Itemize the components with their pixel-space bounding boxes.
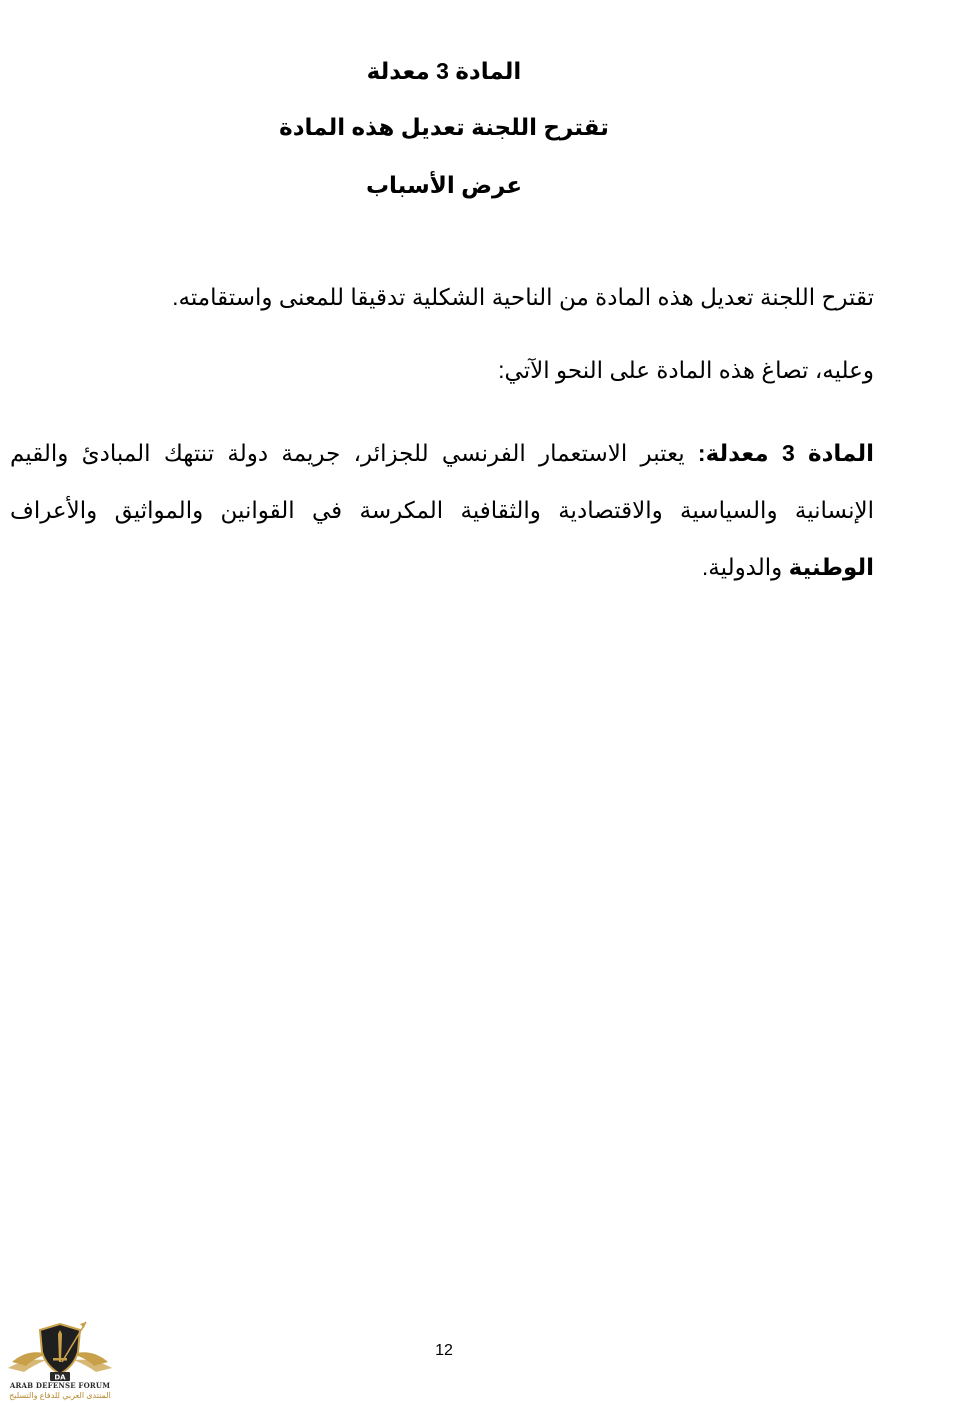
page-number: 12 — [435, 1342, 453, 1359]
forum-monogram: DA — [54, 1373, 66, 1382]
forum-emblem-icon — [4, 1318, 116, 1382]
forum-watermark-logo — [4, 1318, 116, 1404]
paragraph-wording-intro: وعليه، تصاغ هذه المادة على النحو الآتي: — [498, 357, 874, 383]
paragraph-proposal: تقترح اللجنة تعديل هذه المادة من الناحية الشكلية تدقيقا للمعنى واستقامته. — [172, 284, 874, 310]
amended-article-text: يعتبر الاستعمار الفرنسي للجزائر، جريمة دولة تنتهك المبادئ والقيم الإنسانية والسياسية والاقتصادية والثقافية المكرسة في القوانين والمواثيق والأعراف — [10, 440, 874, 523]
amended-article-text-end: والدولية. — [701, 554, 789, 580]
reasons-heading: عرض الأسباب — [365, 172, 523, 198]
amended-article-emphasis: الوطنية — [788, 554, 874, 580]
committee-proposal-heading: تقترح اللجنة تعديل هذه المادة — [279, 114, 609, 140]
forum-name-arabic: المنتدى العربي للدفاع والتسليح — [9, 1391, 111, 1400]
amended-article-label: المادة 3 معدلة: — [697, 440, 874, 466]
article-title: المادة 3 معدلة — [366, 58, 522, 84]
amended-article-paragraph — [10, 425, 874, 596]
forum-name-english: ARAB DEFENSE FORUM — [9, 1381, 111, 1390]
